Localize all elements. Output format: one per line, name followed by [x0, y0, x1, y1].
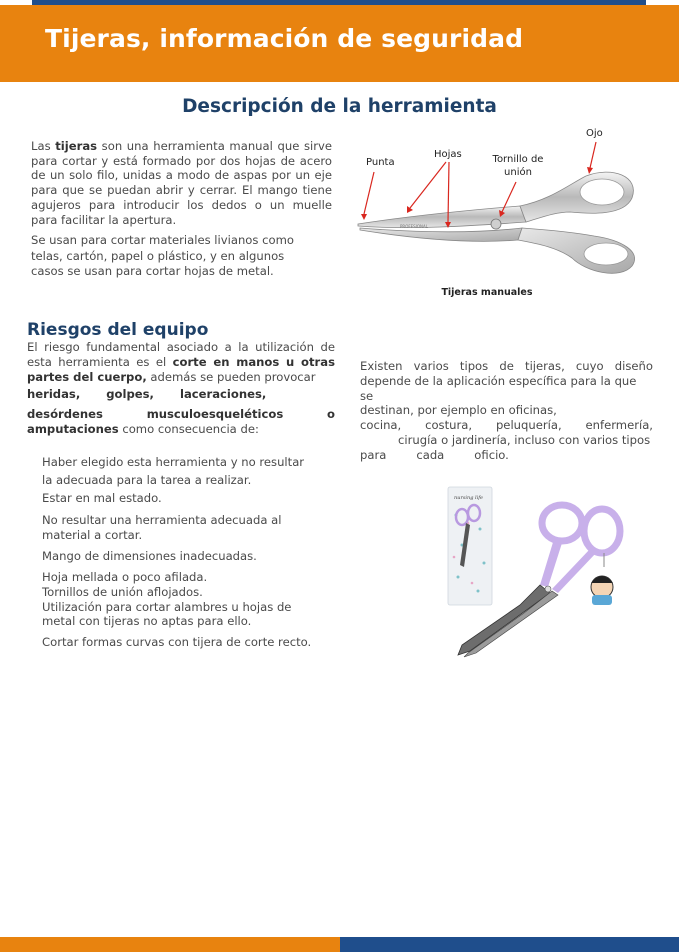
label-punta: Punta	[366, 157, 395, 168]
uses-paragraph	[31, 233, 332, 280]
figure-caption: Tijeras manuales	[441, 287, 533, 298]
risk-o: o	[327, 407, 335, 422]
cause-item: Cortar formas curvas con tijera de corte recto.	[42, 635, 312, 650]
footer-band-orange	[0, 937, 340, 952]
uses-line-3: casos se usan para cortar hojas de metal.	[31, 264, 274, 278]
risk-laceraciones: laceraciones,	[179, 387, 267, 402]
types-paragraph	[360, 359, 653, 463]
intro-line-5: agujeros para introducir los dedos o un muelle	[31, 197, 332, 212]
causes-list	[42, 455, 311, 650]
risk-musculoesqueleticos: musculoesqueléticos	[146, 407, 284, 422]
nursing-scissors-photo	[440, 485, 640, 665]
label-ojo: Ojo	[586, 128, 603, 139]
arrow-ojo-head	[587, 167, 593, 174]
risks-line-5	[27, 407, 335, 422]
types-line-5: cirugía o jardinería, incluso con varios tipos	[398, 432, 651, 447]
types-line-2: depende de la aplicación específica para la que se	[360, 373, 637, 403]
handle-left	[540, 539, 562, 587]
lower-blade	[360, 228, 522, 241]
types-line-1: Existen varios tipos de tijeras, cuyo diseño	[360, 359, 653, 373]
uses-line-2: telas, cartón, papel o plástico, y en algunos	[31, 248, 285, 263]
description-paragraph	[31, 139, 332, 227]
label-tornillo-line1: Tornillo de	[492, 154, 544, 165]
section-title-description: Descripción de la herramienta	[182, 96, 497, 117]
label-hojas: Hojas	[434, 149, 462, 160]
upper-finger-hole	[580, 179, 624, 205]
risks-line-3: partes del cuerpo, además se pueden provocar	[27, 369, 316, 384]
intro-line-2: para cortar y está formado por dos hojas de acero	[31, 153, 332, 168]
header-band	[0, 5, 679, 82]
intro-line-1: Las tijeras son una herramienta manual que sirve	[31, 139, 332, 153]
intro-line-6: para facilitar la apertura.	[31, 212, 177, 227]
uses-line-1: Se usan para cortar materiales livianos como	[31, 233, 294, 247]
pivot	[545, 586, 551, 592]
lower-finger-hole	[584, 243, 628, 265]
page-title: Tijeras, información de seguridad	[45, 24, 524, 53]
label-tornillo-line2: unión	[504, 166, 532, 178]
section-title-risks: Riesgos del equipo	[27, 320, 209, 340]
risk-heridas: heridas,	[27, 387, 81, 402]
blade-engraving: PROFESIONAL	[400, 224, 428, 229]
cause-item: Hoja mellada o poco afilada.	[42, 570, 208, 585]
pivot-screw	[491, 219, 501, 229]
cause-item: Estar en mal estado.	[42, 491, 162, 506]
cause-item: Tornillos de unión aflojados.	[42, 584, 203, 599]
arrow-punta-head	[361, 214, 367, 220]
types-line-3: destinan, por ejemplo en oficinas,	[360, 403, 557, 418]
risks-line-4	[27, 387, 335, 402]
intro-line-4: para que se puedan abrir y cerrar. El mango tiene	[31, 183, 332, 198]
risk-desordenes: desórdenes	[27, 407, 103, 422]
risks-line-1: El riesgo fundamental asociado a la utilización de	[27, 340, 335, 354]
types-line-6: para cada oficio.	[360, 447, 509, 462]
package-card	[448, 487, 492, 605]
footer-band-blue	[340, 937, 679, 952]
finger-ring-left	[542, 505, 582, 541]
risks-paragraph	[27, 340, 335, 437]
types-line-4: cocina, costura, peluquería, enfermería,	[360, 418, 653, 433]
risks-line-6: amputaciones como consecuencia de:	[27, 421, 259, 436]
package-text: nursing life	[454, 495, 484, 501]
cause-item: Utilización para cortar alambres u hojas de	[42, 599, 292, 614]
cause-item: la adecuada para la tarea a realizar.	[42, 472, 252, 487]
manual-scissors-illustration	[350, 140, 650, 290]
arrow-punta	[364, 172, 374, 214]
cause-item: Haber elegido esta herramienta y no resultar	[42, 455, 305, 469]
arrow-ojo	[590, 142, 596, 168]
arrow-hojas-1	[410, 162, 446, 208]
intro-line-3: de un solo filo, unidas a modo de aspas por un eje	[31, 168, 332, 183]
cause-item: material a cortar.	[42, 527, 143, 542]
handle-right	[552, 549, 596, 593]
cause-item: Mango de dimensiones inadecuadas.	[42, 548, 257, 563]
finger-ring-right	[584, 509, 620, 553]
cause-item: metal con tijeras no aptas para ello.	[42, 614, 252, 629]
risks-line-2: esta herramienta es el corte en manos u otras	[27, 354, 336, 369]
cause-item: No resultar una herramienta adecuada al	[42, 513, 282, 528]
risk-golpes: golpes,	[106, 387, 154, 402]
